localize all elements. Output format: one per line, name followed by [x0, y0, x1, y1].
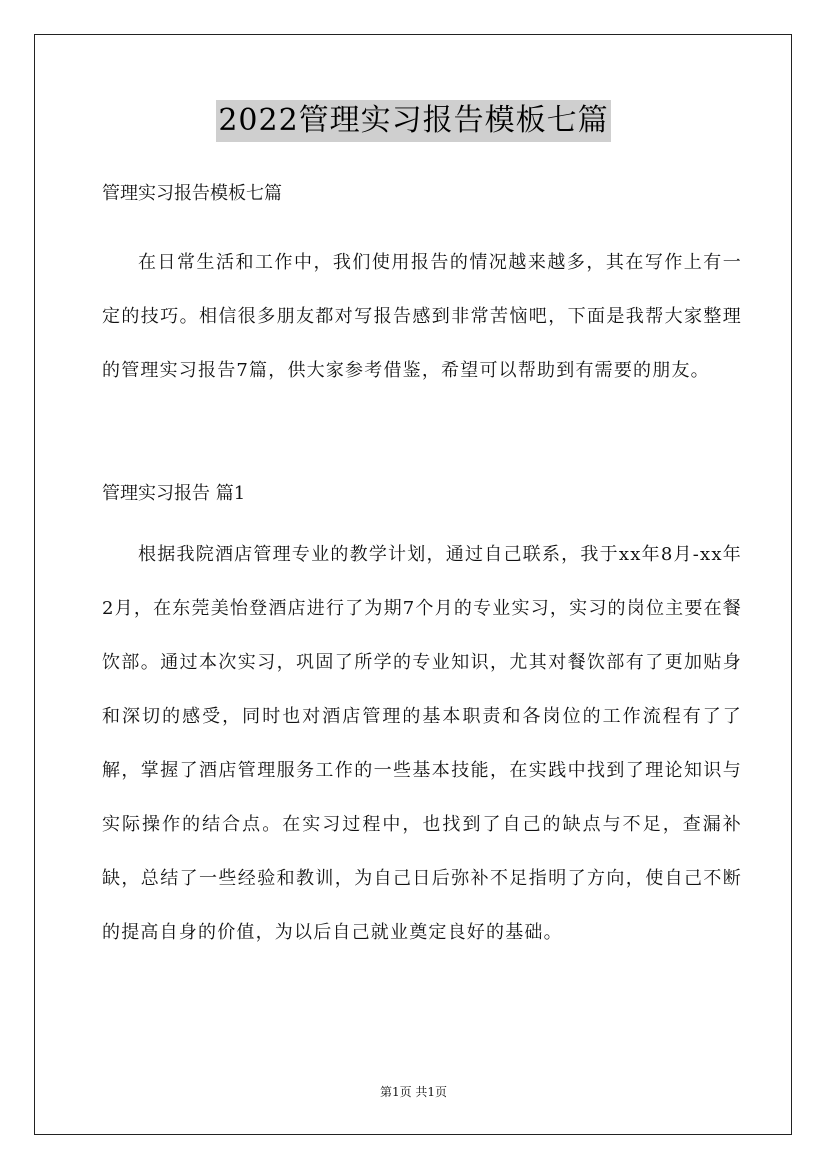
intro-paragraph: 在日常生活和工作中，我们使用报告的情况越来越多，其在写作上有一定的技巧。相信很多朋友都对写报告感到非常苦恼吧，下面是我帮大家整理的管理实习报告7篇，供大家参考借鉴，希望可以帮助到有需要的朋友。 [102, 252, 742, 381]
page-footer: 第1页 共1页 [379, 1085, 448, 1099]
document-body [102, 178, 742, 960]
title-container [0, 100, 827, 142]
section-paragraph: 根据我院酒店管理专业的教学计划，通过自己联系，我于xx年8月-xx年2月，在东莞美怡登酒店进行了为期7个月的专业实习，实习的岗位主要在餐饮部。通过本次实习，巩固了所学的专业知识，尤其对餐饮部有了更加贴身和深切的感受，同时也对酒店管理的基本职责和各岗位的工作流程有了了解，掌握了酒店管理服务工作的一些基本技能，在实践中找到了理论知识与实际操作的结合点。在实习过程中，也找到了自己的缺点与不足，查漏补缺，总结了一些经验和教训，为自己日后弥补不足指明了方向，使自己不断的提高自身的价值，为以后自己就业奠定良好的基础。 [102, 544, 742, 943]
section-heading: 管理实习报告 篇1 [102, 483, 246, 504]
spacer [102, 510, 742, 528]
spacer [102, 210, 742, 236]
spacer [102, 398, 742, 478]
document-title: 2022管理实习报告模板七篇 [216, 100, 610, 142]
document-subtitle: 管理实习报告模板七篇 [102, 183, 282, 204]
